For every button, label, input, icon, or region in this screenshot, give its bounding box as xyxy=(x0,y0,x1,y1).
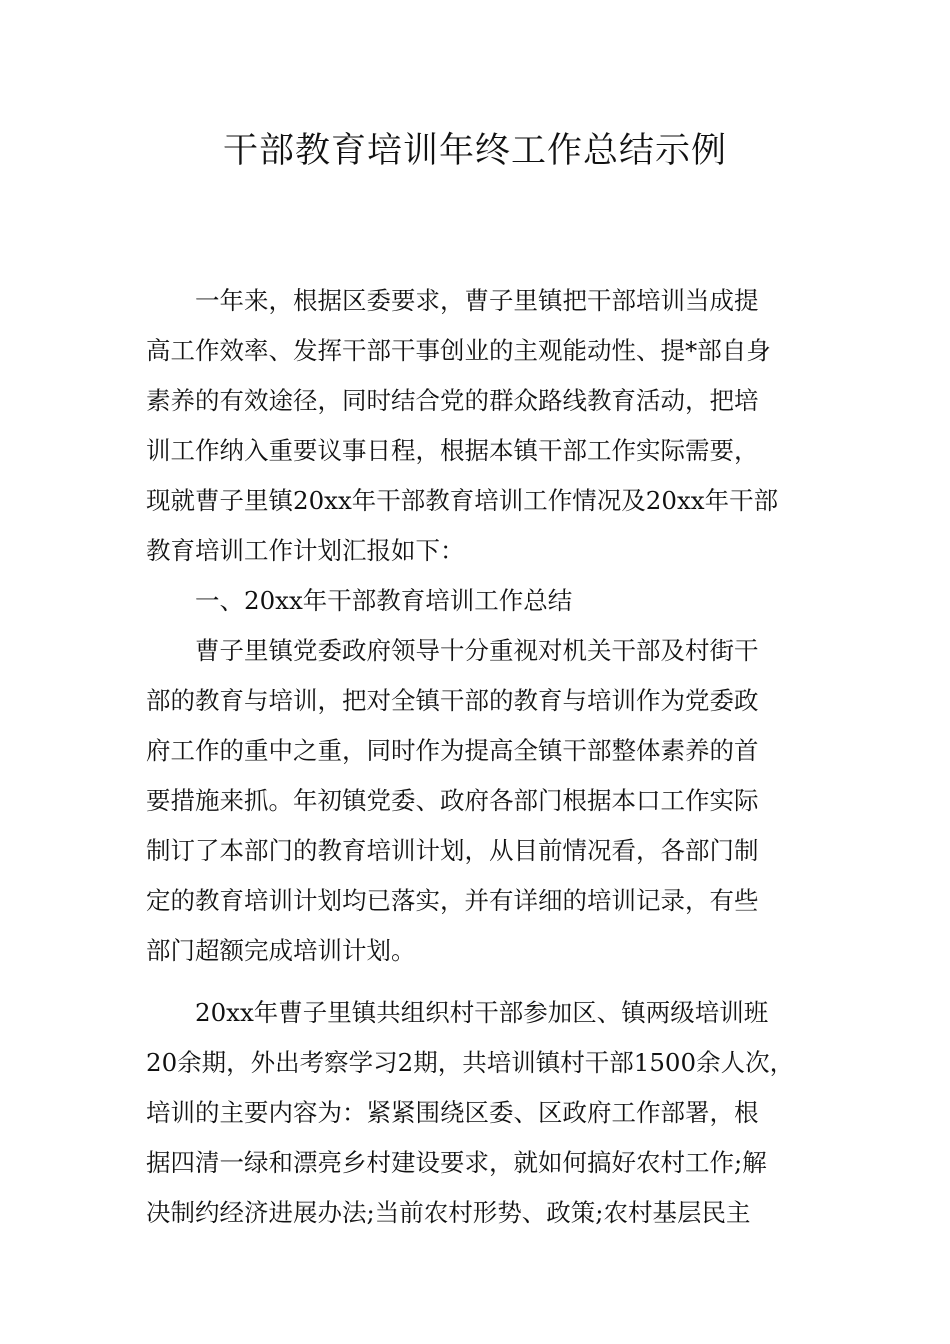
text-line: 要措施来抓。年初镇党委、政府各部门根据本口工作实际 xyxy=(146,786,759,815)
text-line: 据四清一绿和漂亮乡村建设要求，就如何搞好农村工作;解 xyxy=(146,1148,767,1177)
text-line: 一、20xx年干部教育培训工作总结 xyxy=(195,586,573,615)
text-line: 20余期，外出考察学习2期，共培训镇村干部1500余人次， xyxy=(146,1048,795,1077)
text-line: 训工作纳入重要议事日程，根据本镇干部工作实际需要， xyxy=(146,436,759,465)
text-line: 决制约经济进展办法;当前农村形势、政策;农村基层民主 xyxy=(146,1198,751,1227)
text-line: 定的教育培训计划均已落实，并有详细的培训记录，有些 xyxy=(146,886,759,915)
document-title: 干部教育培训年终工作总结示例 xyxy=(222,131,727,171)
text-line: 曹子里镇党委政府领导十分重视对机关干部及村街干 xyxy=(195,636,759,665)
text-line: 素养的有效途径，同时结合党的群众路线教育活动，把培 xyxy=(146,386,759,415)
text-line: 府工作的重中之重，同时作为提高全镇干部整体素养的首 xyxy=(146,736,759,765)
text-line: 培训的主要内容为：紧紧围绕区委、区政府工作部署，根 xyxy=(146,1098,759,1127)
document-body xyxy=(146,276,816,1238)
text-line: 教育培训工作计划汇报如下： xyxy=(146,536,465,565)
section-heading xyxy=(146,576,816,626)
text-line: 现就曹子里镇20xx年干部教育培训工作情况及20xx年干部 xyxy=(146,486,779,515)
text-line: 高工作效率、发挥干部干事创业的主观能动性、提*部自身 xyxy=(146,336,771,365)
paragraph-training-stats xyxy=(146,988,816,1238)
text-line: 制订了本部门的教育培训计划，从目前情况看，各部门制 xyxy=(146,836,759,865)
text-line: 部的教育与培训，把对全镇干部的教育与培训作为党委政 xyxy=(146,686,759,715)
text-line: 部门超额完成培训计划。 xyxy=(146,936,416,965)
paragraph-intro xyxy=(146,276,816,576)
text-line: 一年来，根据区委要求，曹子里镇把干部培训当成提 xyxy=(195,286,759,315)
paragraph-leadership xyxy=(146,626,816,976)
text-line: 20xx年曹子里镇共组织村干部参加区、镇两级培训班 xyxy=(195,998,769,1027)
